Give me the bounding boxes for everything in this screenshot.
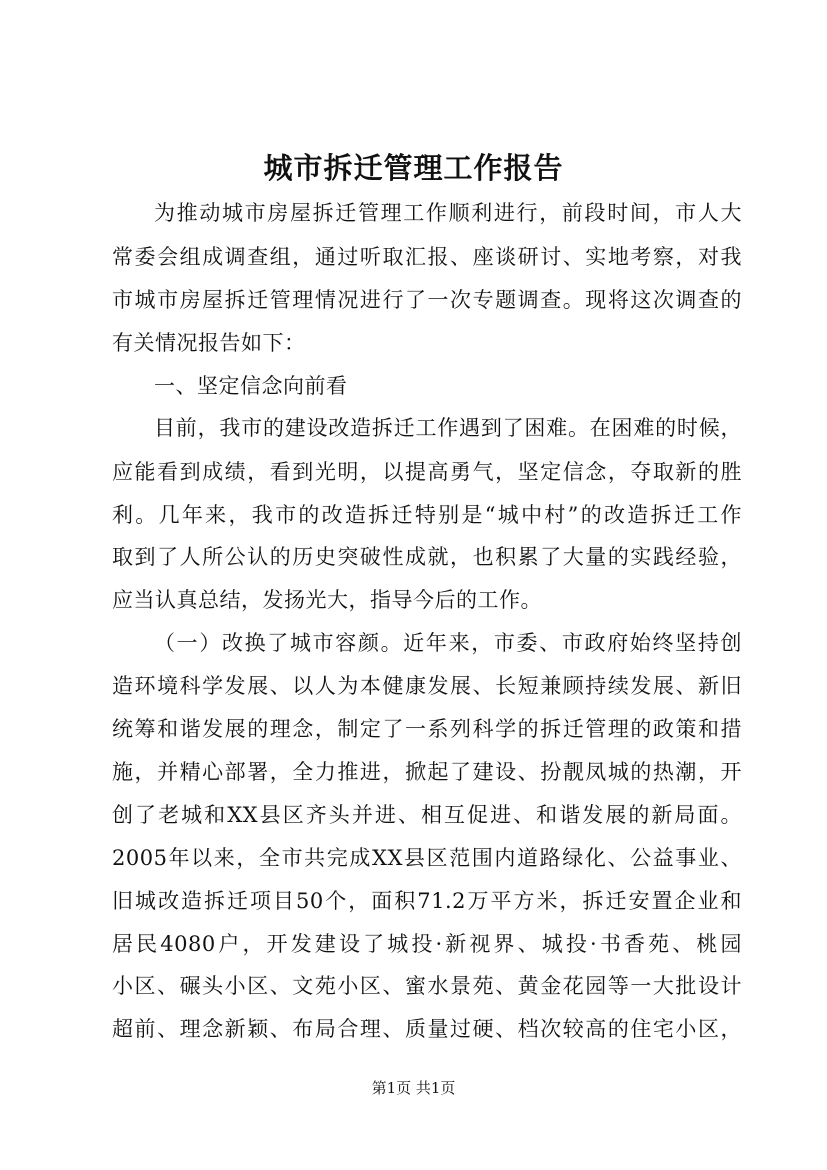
document-title: 城市拆迁管理工作报告 [263,151,564,185]
paragraph-line: 有关情况报告如下： [112,331,306,355]
section-heading: 一、坚定信念向前看 [154,374,348,398]
paragraph-line: 小区、碾头小区、文苑小区、蜜水景苑、黄金花园等一大批设计 [112,974,742,998]
paragraph-line: 超前、理念新颖、布局合理、质量过硬、档次较高的住宅小区， [112,1017,742,1041]
paragraph-line: 常委会组成调查组，通过听取汇报、座谈研讨、实地考察，对我 [112,245,742,269]
paragraph-line: 应能看到成绩，看到光明，以提高勇气，坚定信念，夺取新的胜 [112,460,742,484]
paragraph-line: 居民4080户，开发建设了城投·新视界、城投·书香苑、桃园 [112,932,742,956]
page-number: 第1页 共1页 [371,1079,456,1097]
paragraph-line: 统筹和谐发展的理念，制定了一系列科学的拆迁管理的政策和措 [112,717,742,741]
paragraph-line: 市城市房屋拆迁管理情况进行了一次专题调查。现将这次调查的 [112,288,742,312]
paragraph-line: 利。几年来，我市的改造拆迁特别是“城中村”的改造拆迁工作 [112,503,742,527]
paragraph-line: （一）改换了城市容颜。近年来，市委、市政府始终坚持创 [154,631,742,655]
paragraph-line: 2005年以来，全市共完成XX县区范围内道路绿化、公益事业、 [112,846,742,870]
paragraph-line: 创了老城和XX县区齐头并进、相互促进、和谐发展的新局面。 [112,803,742,827]
paragraph-line: 取到了人所公认的历史突破性成就，也积累了大量的实践经验， [112,545,742,569]
paragraph-line: 目前，我市的建设改造拆迁工作遇到了困难。在困难的时候， [154,416,742,440]
paragraph-line: 造环境科学发展、以人为本健康发展、长短兼顾持续发展、新旧 [112,674,742,698]
paragraph-line: 应当认真总结，发扬光大，指导今后的工作。 [112,588,542,612]
paragraph-line: 旧城改造拆迁项目50个，面积71.2万平方米，拆迁安置企业和 [112,889,742,913]
paragraph-line: 为推动城市房屋拆迁管理工作顺利进行，前段时间，市人大 [154,201,742,225]
paragraph-line: 施，并精心部署，全力推进，掀起了建设、扮靓凤城的热潮，开 [112,760,742,784]
